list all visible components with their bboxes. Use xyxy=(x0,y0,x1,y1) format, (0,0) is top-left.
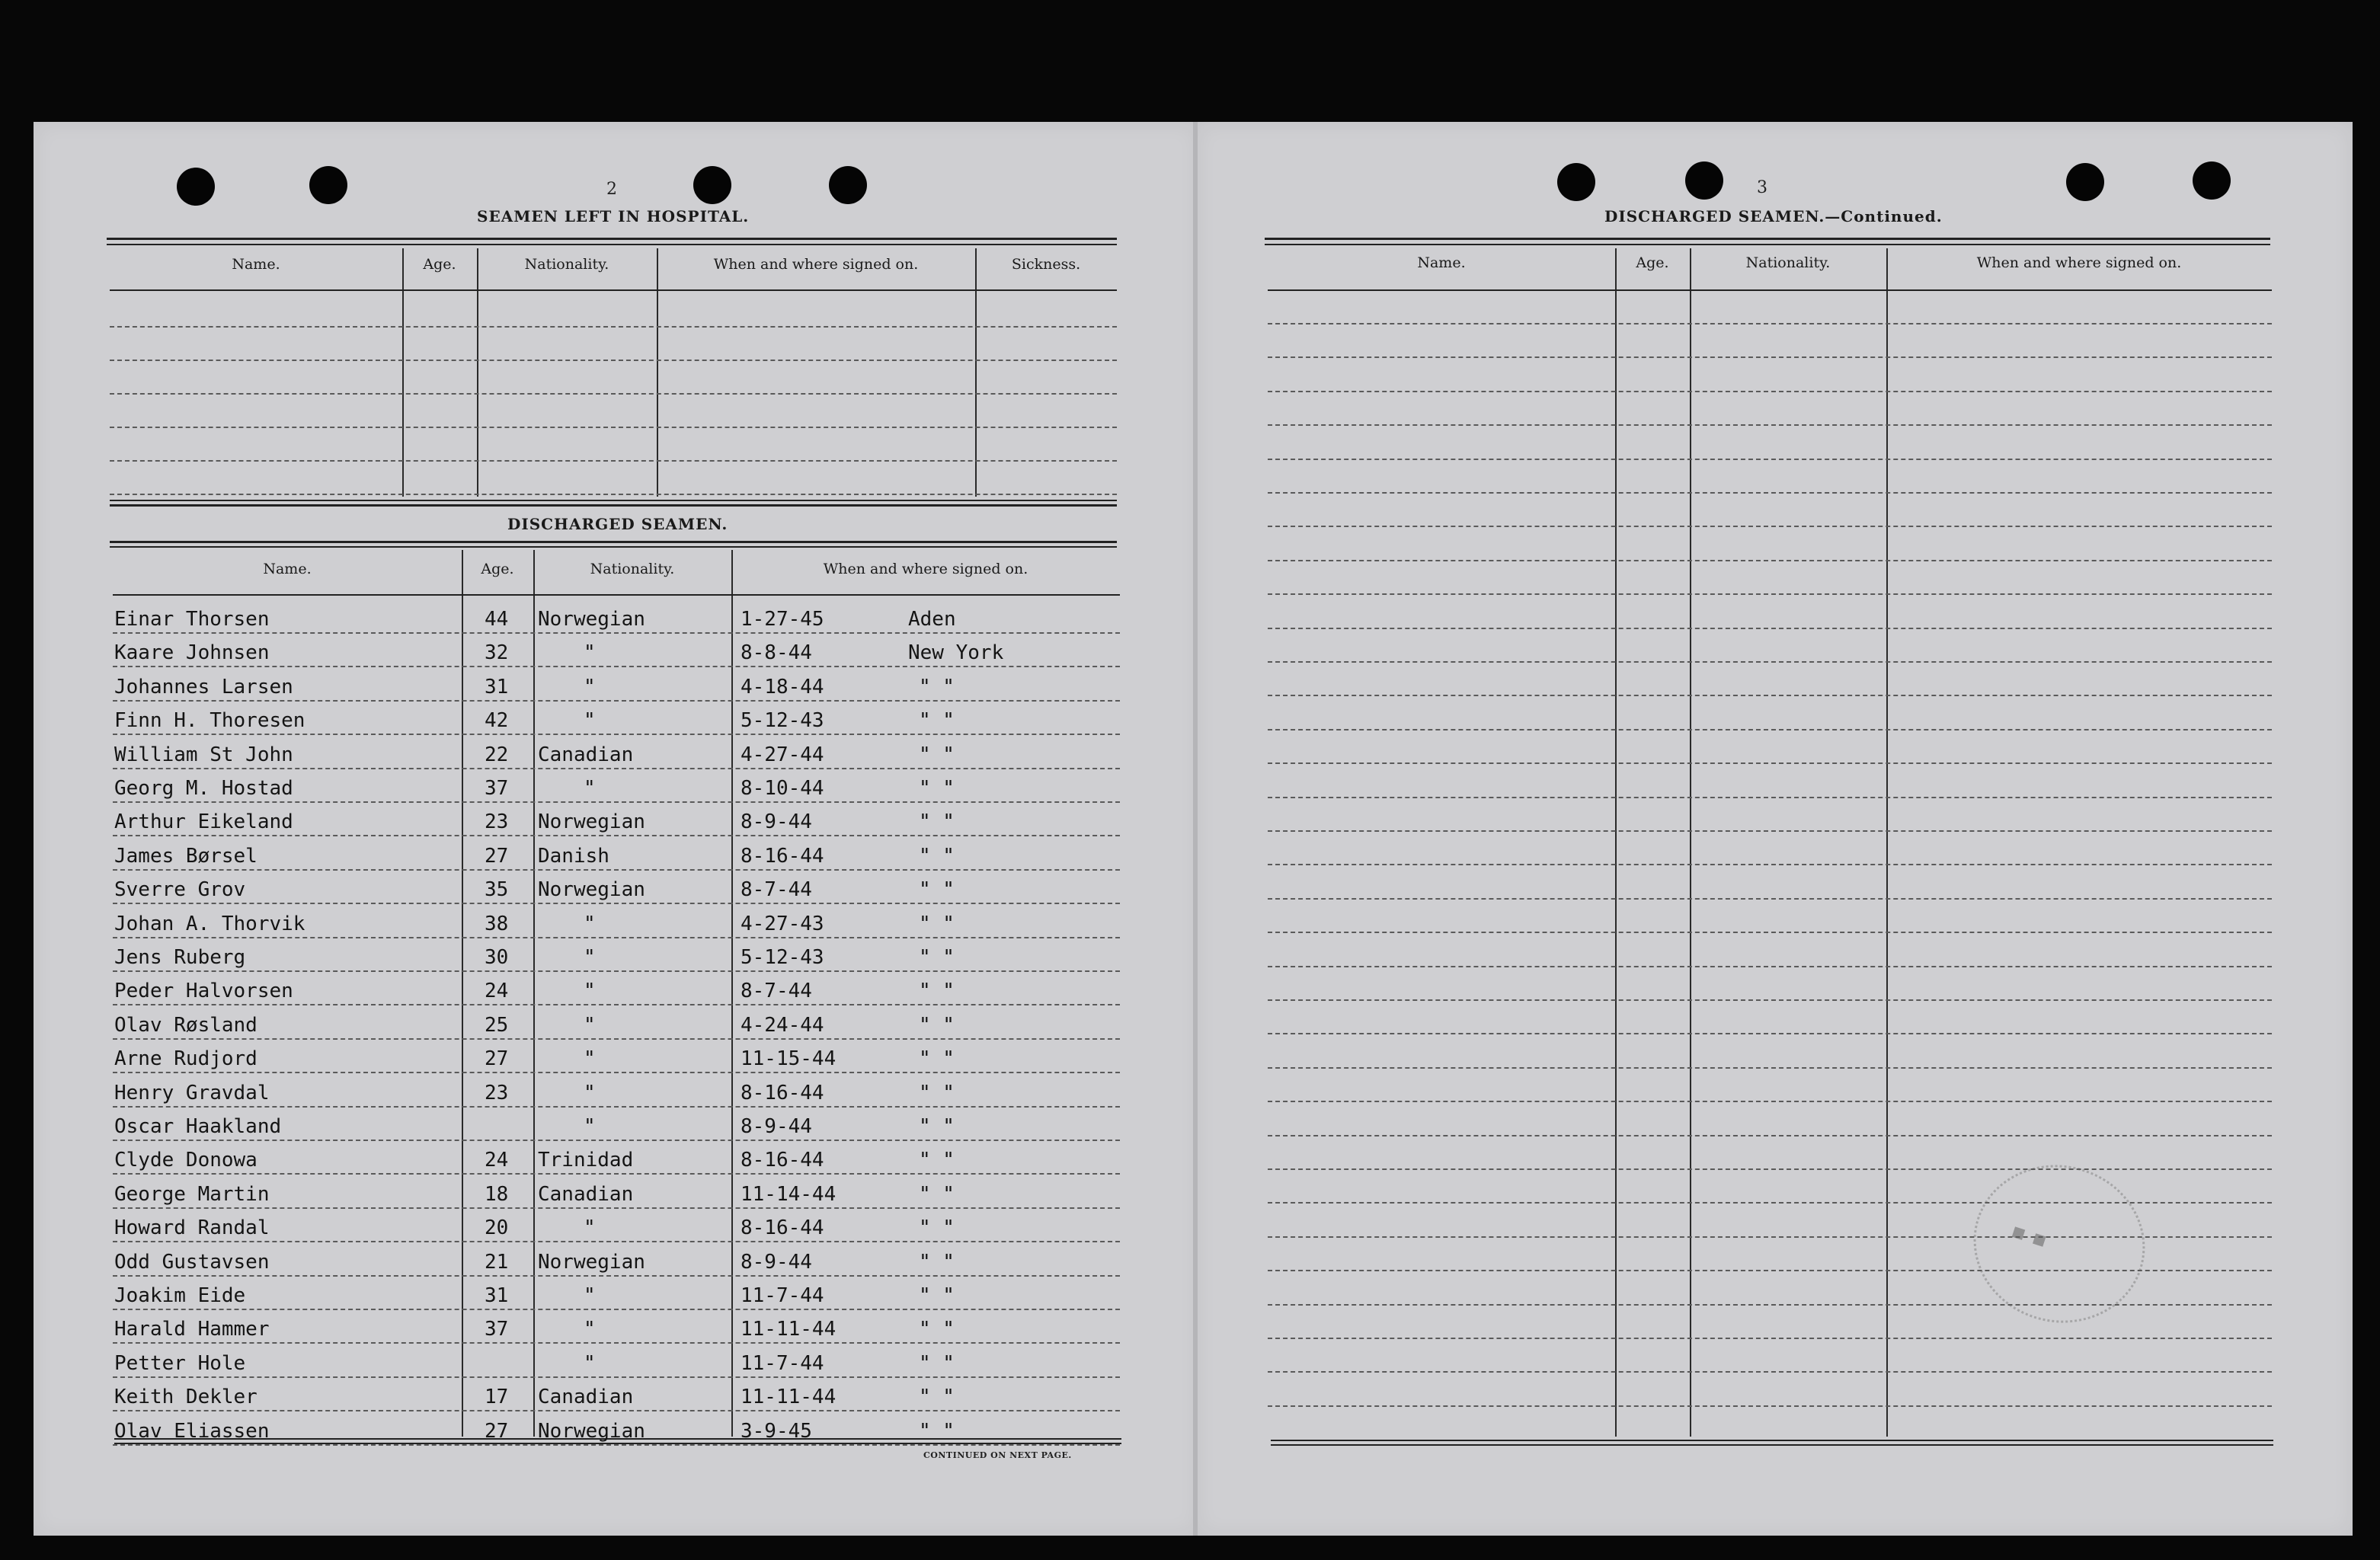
hospital-empty-row xyxy=(110,494,1117,495)
seaman-signed-date: 8-9-44 xyxy=(741,1115,812,1138)
empty-row-line xyxy=(1268,1135,2272,1136)
empty-row-line xyxy=(1268,830,2272,832)
seaman-name: Petter Hole xyxy=(114,1352,246,1375)
seaman-nationality: " xyxy=(584,709,596,732)
seaman-signed-date: 5-12-43 xyxy=(741,946,824,969)
seaman-signed-date: 8-8-44 xyxy=(741,641,812,664)
seaman-signed-place: " " xyxy=(919,777,955,800)
seaman-name: Arthur Eikeland xyxy=(114,810,293,833)
empty-row-line xyxy=(1268,391,2272,392)
empty-row-line xyxy=(1268,492,2272,494)
right-header-2: Nationality. xyxy=(1745,254,1831,271)
seaman-age: 30 xyxy=(485,946,509,969)
table-row-line xyxy=(113,632,1120,634)
empty-row-line xyxy=(1268,1202,2272,1204)
seaman-signed-place: " " xyxy=(919,1183,955,1206)
seaman-nationality: Canadian xyxy=(538,743,634,766)
seaman-signed-place: " " xyxy=(919,878,955,901)
seaman-name: Georg M. Hostad xyxy=(114,777,293,800)
right-page xyxy=(1196,122,2353,1536)
seaman-name: Arne Rudjord xyxy=(114,1047,258,1070)
empty-row-line xyxy=(1268,762,2272,764)
empty-row-line xyxy=(1268,864,2272,865)
discharged-section-title: DISCHARGED SEAMEN. xyxy=(507,515,728,533)
seaman-name: Harald Hammer xyxy=(114,1318,270,1341)
hospital-header-0: Name. xyxy=(232,256,280,273)
seaman-age: 20 xyxy=(485,1216,509,1239)
seaman-nationality: Norwegian xyxy=(538,1251,645,1274)
seaman-nationality: Norwegian xyxy=(538,608,645,631)
seaman-nationality: " xyxy=(584,1318,596,1341)
discharged-header-2: Nationality. xyxy=(590,561,675,577)
seaman-name: Keith Dekler xyxy=(114,1386,258,1408)
seaman-nationality: " xyxy=(584,1047,596,1070)
seaman-name: Olav Røsland xyxy=(114,1014,258,1037)
seaman-age: 23 xyxy=(485,810,509,833)
table-row-line xyxy=(113,1038,1120,1040)
page-number-right: 3 xyxy=(1757,178,1767,197)
seaman-signed-place: " " xyxy=(919,1115,955,1138)
empty-row-line xyxy=(1268,898,2272,900)
hospital-header-4: Sickness. xyxy=(1011,256,1081,273)
seaman-signed-date: 1-27-45 xyxy=(741,608,824,631)
seaman-signed-date: 3-9-45 xyxy=(741,1420,812,1443)
right-header-3: When and where signed on. xyxy=(1976,254,2182,271)
empty-row-line xyxy=(1268,560,2272,561)
received-stamp-mark: ▪ ▪ xyxy=(2008,1217,2051,1253)
seaman-signed-date: 4-24-44 xyxy=(741,1014,824,1037)
seaman-age: 21 xyxy=(485,1251,509,1274)
continued-section-title: DISCHARGED SEAMEN.—Continued. xyxy=(1604,207,1943,225)
seaman-name: Clyde Donowa xyxy=(114,1149,258,1172)
empty-row-line xyxy=(1268,966,2272,967)
header-underline xyxy=(110,289,1117,291)
seaman-signed-date: 4-27-44 xyxy=(741,743,824,766)
column-divider xyxy=(1690,248,1691,1437)
seaman-age: 25 xyxy=(485,1014,509,1037)
seaman-signed-date: 11-11-44 xyxy=(741,1318,837,1341)
seaman-name: Odd Gustavsen xyxy=(114,1251,270,1274)
table-row-line xyxy=(113,1072,1120,1073)
empty-row-line xyxy=(1268,1338,2272,1339)
table-row-line xyxy=(113,1241,1120,1242)
table-row-line xyxy=(113,666,1120,667)
hospital-header-3: When and where signed on. xyxy=(713,256,919,273)
seaman-signed-place: " " xyxy=(919,1216,955,1239)
punch-hole xyxy=(309,166,347,204)
hospital-header-2: Nationality. xyxy=(524,256,609,273)
page-number-left: 2 xyxy=(606,180,617,199)
table-row-line xyxy=(113,1140,1120,1141)
seaman-name: Jens Ruberg xyxy=(114,946,246,969)
empty-row-line xyxy=(1268,628,2272,629)
punch-hole xyxy=(829,166,867,204)
seaman-age: 37 xyxy=(485,1318,509,1341)
column-divider xyxy=(462,550,463,1437)
seaman-nationality: Trinidad xyxy=(538,1149,634,1172)
empty-row-line xyxy=(1268,797,2272,798)
seaman-nationality: " xyxy=(584,1014,596,1037)
table-row-line xyxy=(113,835,1120,836)
seaman-nationality: Norwegian xyxy=(538,878,645,901)
seaman-signed-date: 8-9-44 xyxy=(741,810,812,833)
table-row-line xyxy=(113,869,1120,871)
punch-hole xyxy=(2193,161,2231,200)
empty-row-line xyxy=(1268,1067,2272,1069)
seaman-signed-place: " " xyxy=(919,1284,955,1307)
seaman-name: Peder Halvorsen xyxy=(114,980,293,1002)
seaman-name: Oscar Haakland xyxy=(114,1115,282,1138)
hospital-empty-row xyxy=(110,393,1117,395)
empty-row-line xyxy=(1268,1270,2272,1271)
seaman-age: 17 xyxy=(485,1386,509,1408)
table-row-line xyxy=(113,1444,1120,1446)
seaman-signed-place: " " xyxy=(919,845,955,868)
seaman-nationality: " xyxy=(584,946,596,969)
empty-row-line xyxy=(1268,695,2272,696)
seaman-signed-place: " " xyxy=(919,1047,955,1070)
seaman-age: 44 xyxy=(485,608,509,631)
table-row-line xyxy=(113,1275,1120,1277)
seaman-signed-place: " " xyxy=(919,946,955,969)
empty-row-line xyxy=(1268,999,2272,1001)
punch-hole xyxy=(1685,161,1723,200)
seaman-nationality: " xyxy=(584,1284,596,1307)
seaman-nationality: " xyxy=(584,1352,596,1375)
seaman-nationality: Norwegian xyxy=(538,810,645,833)
empty-row-line xyxy=(1268,661,2272,663)
table-row-line xyxy=(113,970,1120,972)
table-row-line xyxy=(113,768,1120,769)
seaman-signed-place: " " xyxy=(919,743,955,766)
empty-row-line xyxy=(1268,1236,2272,1238)
seaman-nationality: " xyxy=(584,676,596,698)
seaman-signed-date: 8-9-44 xyxy=(741,1251,812,1274)
seaman-signed-place: " " xyxy=(919,1318,955,1341)
seaman-signed-date: 11-14-44 xyxy=(741,1183,837,1206)
table-row-line xyxy=(113,1106,1120,1108)
seaman-signed-date: 8-7-44 xyxy=(741,878,812,901)
table-row-line xyxy=(113,1004,1120,1005)
hospital-empty-row xyxy=(110,427,1117,428)
seaman-name: Howard Randal xyxy=(114,1216,270,1239)
table-row-line xyxy=(113,700,1120,702)
seaman-signed-place: " " xyxy=(919,1014,955,1037)
discharged-header-3: When and where signed on. xyxy=(823,561,1028,577)
table-row-line xyxy=(113,1309,1120,1310)
empty-row-line xyxy=(1268,593,2272,595)
seaman-signed-place: " " xyxy=(919,676,955,698)
seaman-signed-place: " " xyxy=(919,1386,955,1408)
seaman-signed-date: 11-7-44 xyxy=(741,1352,824,1375)
empty-row-line xyxy=(1268,356,2272,358)
header-underline xyxy=(113,594,1120,596)
punch-hole xyxy=(693,166,731,204)
seaman-age: 27 xyxy=(485,1047,509,1070)
table-row-line xyxy=(113,734,1120,735)
seaman-signed-place: Aden xyxy=(908,608,956,631)
seaman-age: 24 xyxy=(485,980,509,1002)
seaman-age: 24 xyxy=(485,1149,509,1172)
seaman-age: 32 xyxy=(485,641,509,664)
hospital-empty-row xyxy=(110,326,1117,328)
punch-hole xyxy=(177,168,215,206)
table-row-line xyxy=(113,937,1120,938)
seaman-nationality: " xyxy=(584,777,596,800)
empty-row-line xyxy=(1268,1304,2272,1306)
seaman-age: 42 xyxy=(485,709,509,732)
table-row-line xyxy=(113,903,1120,904)
seaman-signed-place: New York xyxy=(908,641,1004,664)
seaman-name: George Martin xyxy=(114,1183,270,1206)
seaman-signed-place: " " xyxy=(919,1420,955,1443)
seaman-age: 23 xyxy=(485,1082,509,1104)
seaman-name: Johannes Larsen xyxy=(114,676,293,698)
seaman-signed-place: " " xyxy=(919,709,955,732)
empty-row-line xyxy=(1268,1101,2272,1102)
seaman-age: 31 xyxy=(485,1284,509,1307)
seaman-signed-place: " " xyxy=(919,913,955,935)
seaman-signed-date: 4-27-43 xyxy=(741,913,824,935)
seaman-age: 35 xyxy=(485,878,509,901)
seaman-name: Sverre Grov xyxy=(114,878,246,901)
seaman-signed-date: 8-16-44 xyxy=(741,1082,824,1104)
empty-row-line xyxy=(1268,1405,2272,1407)
column-divider xyxy=(533,550,535,1437)
seaman-signed-date: 8-7-44 xyxy=(741,980,812,1002)
seaman-name: Kaare Johnsen xyxy=(114,641,270,664)
empty-row-line xyxy=(1268,1371,2272,1373)
seaman-name: Olav Eliassen xyxy=(114,1420,270,1443)
page-gutter xyxy=(1193,122,1198,1536)
seaman-name: Einar Thorsen xyxy=(114,608,270,631)
seaman-nationality: Canadian xyxy=(538,1386,634,1408)
seaman-nationality: Canadian xyxy=(538,1183,634,1206)
seaman-nationality: " xyxy=(584,641,596,664)
seaman-age: 27 xyxy=(485,1420,509,1443)
seaman-signed-place: " " xyxy=(919,810,955,833)
seaman-signed-place: " " xyxy=(919,1082,955,1104)
header-underline xyxy=(1268,289,2272,291)
empty-row-line xyxy=(1268,932,2272,933)
seaman-name: Joakim Eide xyxy=(114,1284,246,1307)
discharged-header-1: Age. xyxy=(481,561,514,577)
table-row-line xyxy=(113,1207,1120,1209)
punch-hole xyxy=(1557,163,1595,201)
empty-row-line xyxy=(1268,1168,2272,1170)
right-header-1: Age. xyxy=(1636,254,1669,271)
empty-row-line xyxy=(1268,424,2272,426)
seaman-age: 31 xyxy=(485,676,509,698)
seaman-signed-place: " " xyxy=(919,1149,955,1172)
seaman-nationality: " xyxy=(584,1082,596,1104)
seaman-age: 27 xyxy=(485,845,509,868)
empty-row-line xyxy=(1268,1033,2272,1034)
seaman-age: 22 xyxy=(485,743,509,766)
seaman-signed-date: 11-15-44 xyxy=(741,1047,837,1070)
seaman-signed-place: " " xyxy=(919,1352,955,1375)
seaman-signed-date: 4-18-44 xyxy=(741,676,824,698)
empty-row-line xyxy=(1268,729,2272,730)
seaman-nationality: " xyxy=(584,980,596,1002)
empty-row-line xyxy=(1268,323,2272,324)
seaman-signed-date: 11-7-44 xyxy=(741,1284,824,1307)
table-row-line xyxy=(113,1376,1120,1378)
seaman-nationality: " xyxy=(584,1115,596,1138)
seaman-signed-date: 8-10-44 xyxy=(741,777,824,800)
empty-row-line xyxy=(1268,526,2272,527)
hospital-empty-row xyxy=(110,360,1117,361)
seaman-nationality: Norwegian xyxy=(538,1420,645,1443)
seaman-name: Johan A. Thorvik xyxy=(114,913,305,935)
seaman-signed-date: 5-12-43 xyxy=(741,709,824,732)
discharged-header-0: Name. xyxy=(263,561,312,577)
table-row-line xyxy=(113,1410,1120,1411)
seaman-nationality: " xyxy=(584,913,596,935)
seaman-age: 18 xyxy=(485,1183,509,1206)
seaman-nationality: " xyxy=(584,1216,596,1239)
hospital-section-title: SEAMEN LEFT IN HOSPITAL. xyxy=(477,207,750,225)
seaman-signed-date: 8-16-44 xyxy=(741,1216,824,1239)
seaman-signed-date: 11-11-44 xyxy=(741,1386,837,1408)
seaman-name: Henry Gravdal xyxy=(114,1082,270,1104)
right-header-0: Name. xyxy=(1417,254,1466,271)
seaman-age: 37 xyxy=(485,777,509,800)
punch-hole xyxy=(2066,163,2104,201)
hospital-header-1: Age. xyxy=(423,256,456,273)
seaman-name: William St John xyxy=(114,743,293,766)
seaman-signed-date: 8-16-44 xyxy=(741,845,824,868)
column-divider xyxy=(1886,248,1888,1437)
seaman-signed-place: " " xyxy=(919,980,955,1002)
column-divider xyxy=(731,550,733,1437)
table-row-line xyxy=(113,1173,1120,1175)
seaman-age: 38 xyxy=(485,913,509,935)
hospital-empty-row xyxy=(110,460,1117,462)
seaman-signed-date: 8-16-44 xyxy=(741,1149,824,1172)
table-row-line xyxy=(113,1342,1120,1344)
seaman-name: James Børsel xyxy=(114,845,258,868)
seaman-signed-place: " " xyxy=(919,1251,955,1274)
seaman-nationality: Danish xyxy=(538,845,609,868)
seaman-name: Finn H. Thoresen xyxy=(114,709,305,732)
table-row-line xyxy=(113,801,1120,803)
column-divider xyxy=(1615,248,1617,1437)
empty-row-line xyxy=(1268,459,2272,460)
continued-footer: CONTINUED ON NEXT PAGE. xyxy=(923,1450,1072,1460)
